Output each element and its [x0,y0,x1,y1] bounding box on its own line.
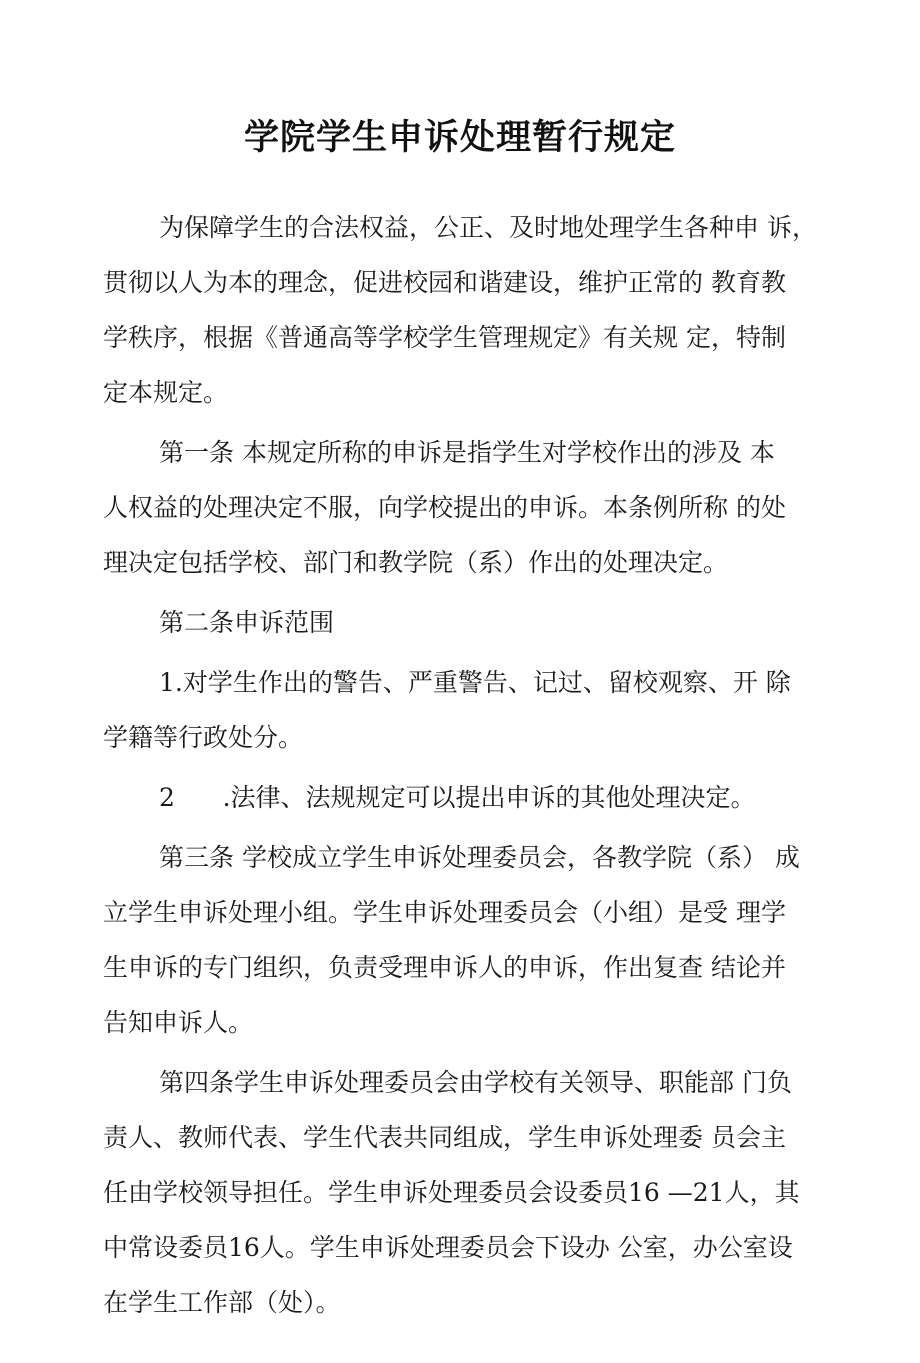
document-body [103,200,825,1335]
paragraph-article-1 [103,425,825,590]
paragraph-article-4 [103,1055,825,1330]
paragraph-line: 理决定包括学校、部门和教学院（系）作出的处理决定。 [103,548,729,577]
paragraph-line: 贯彻以人为本的理念，促进校园和谐建设，维护正常的 教育教 [103,268,786,297]
document-title: 学院学生申诉处理暂行规定 [243,118,676,158]
paragraph-article-2 [103,595,825,650]
paragraph-line: 在学生工作部（处）。 [103,1288,341,1317]
paragraph-line: 为保障学生的合法权益，公正、及时地处理学生各种申 诉， [159,213,817,242]
paragraph-line: 第三条 学校成立学生申诉处理委员会，各教学院（系） 成 [159,843,800,872]
paragraph-line: 学籍等行政处分。 [103,723,304,752]
paragraph-line: 人权益的处理决定不服，向学校提出的申诉。本条例所称 的处 [103,493,786,522]
paragraph-item-1 [103,655,825,765]
paragraph-line: 第四条学生申诉处理委员会由学校有关领导、职能部 门负 [159,1068,792,1097]
paragraph-line: 责人、教师代表、学生代表共同组成，学生申诉处理委 员会主 [103,1123,786,1152]
paragraph-item-2 [103,770,825,825]
paragraph-preamble [103,200,825,420]
paragraph-article-3 [103,830,825,1050]
paragraph-line: 1.对学生作出的警告、严重警告、记过、留校观察、开 除 [159,668,791,697]
paragraph-line: 第一条 本规定所称的申诉是指学生对学校作出的涉及 本 [159,438,775,467]
paragraph-line: 定本规定。 [103,378,229,407]
paragraph-line: 中常设委员16人。学生申诉处理委员会下设办 公室，办公室设 [103,1233,793,1262]
paragraph-line: 第二条申诉范围 [159,608,335,637]
paragraph-line: 学秩序，根据《普通高等学校学生管理规定》有关规 定，特制 [103,323,786,352]
paragraph-line: 2 .法律、法规规定可以提出申诉的其他处理决定。 [159,783,756,812]
paragraph-line: 生申诉的专门组织，负责受理申诉人的申诉，作出复查 结论并 [103,953,786,982]
paragraph-line: 立学生申诉处理小组。学生申诉处理委员会（小组）是受 理学 [103,898,786,927]
paragraph-line: 告知申诉人。 [103,1008,254,1037]
paragraph-line: 任由学校领导担任。学生申诉处理委员会设委员16 —21人，其 [103,1178,800,1207]
